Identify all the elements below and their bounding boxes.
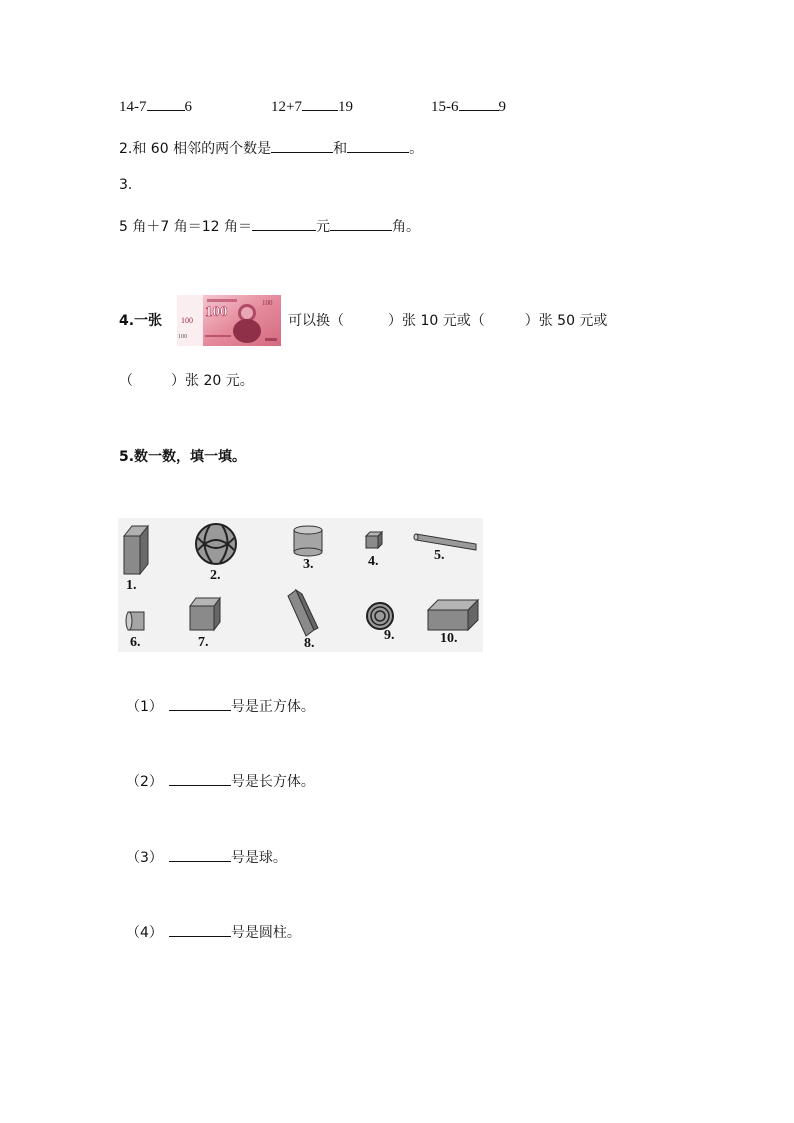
question-2 — [119, 138, 423, 158]
q1-item-3-right: 9 — [498, 99, 506, 115]
q5-item-2 — [126, 771, 315, 791]
question-3 — [119, 216, 420, 236]
shape-label-10: 10. — [440, 631, 458, 646]
q3-number: 3. — [119, 177, 133, 193]
q5-item-1 — [126, 696, 315, 716]
q4-part2: ）张 10 元或（ — [388, 313, 485, 329]
q4-part1: 可以换（ — [288, 313, 344, 329]
q5-item-3-text: 号是球。 — [230, 850, 287, 866]
q3-blank-yuan[interactable] — [252, 218, 316, 231]
shape-6-cylinder — [126, 612, 144, 630]
shape-label-7: 7. — [198, 635, 209, 650]
q4-part3: ）张 50 元或 — [524, 313, 608, 329]
q5-item-4-blank[interactable] — [169, 924, 231, 937]
q5-item-3-blank[interactable] — [169, 849, 231, 862]
q4-line2-open: （ — [119, 373, 133, 389]
shapes-figure — [118, 518, 483, 652]
shape-label-4: 4. — [368, 554, 379, 569]
svg-text:100: 100 — [178, 334, 187, 340]
q4-prefix — [119, 310, 162, 330]
shape-label-9: 9. — [384, 628, 395, 643]
shape-label-5: 5. — [434, 548, 445, 563]
q1-item-1-blank[interactable] — [147, 98, 185, 111]
shape-label-8: 8. — [304, 636, 315, 651]
q2-suffix: 。 — [409, 141, 424, 157]
shape-10-cuboid — [428, 600, 478, 630]
q1-item-2-blank[interactable] — [302, 98, 338, 111]
q5-item-4-text: 号是圆柱。 — [230, 925, 301, 941]
q5-item-4 — [126, 922, 301, 942]
q3-mid: 元 — [315, 219, 330, 235]
q1-item-2-right: 19 — [337, 99, 353, 115]
q5-item-3 — [126, 847, 287, 867]
q5-item-1-num: （1） — [126, 699, 163, 715]
q3-suffix: 角。 — [391, 219, 420, 235]
q1-item-2 — [271, 98, 353, 116]
shape-9-ball — [367, 603, 393, 629]
shape-label-1: 1. — [126, 578, 137, 593]
shape-1-cuboid — [124, 526, 148, 574]
q5-item-2-num: （2） — [126, 774, 163, 790]
q5-title: 5.数一数，填一填。 — [119, 449, 247, 465]
q4-prefix-text: 4.一张 — [119, 313, 163, 329]
q1-item-3-left: 15-6 — [431, 99, 459, 115]
q5-item-1-text: 号是正方体。 — [230, 699, 315, 715]
banknote-100-image — [175, 293, 282, 348]
q3-prefix: 5 角＋7 角＝12 角＝ — [119, 219, 252, 235]
q2-blank-2[interactable] — [347, 140, 409, 153]
shape-4-cube — [366, 532, 382, 548]
q1-item-1-right: 6 — [184, 99, 192, 115]
svg-text:100: 100 — [262, 299, 273, 307]
shape-2-ball — [196, 524, 236, 564]
shape-3-cylinder — [294, 526, 322, 556]
q1-item-3-blank[interactable] — [459, 98, 499, 111]
q1-item-1-left: 14-7 — [119, 99, 147, 115]
q5-item-2-blank[interactable] — [169, 773, 231, 786]
q5-item-3-num: （3） — [126, 850, 163, 866]
q1-item-1 — [119, 98, 192, 116]
q5-item-2-text: 号是长方体。 — [230, 774, 315, 790]
q3-blank-jiao[interactable] — [330, 218, 392, 231]
shape-label-2: 2. — [210, 568, 221, 583]
q2-mid: 和 — [333, 141, 348, 157]
q5-item-1-blank[interactable] — [169, 698, 231, 711]
q5-item-4-num: （4） — [126, 925, 163, 941]
shape-5-rod — [414, 534, 476, 550]
q4-line-2 — [119, 370, 254, 390]
shape-7-cube — [190, 598, 220, 630]
svg-text:100: 100 — [205, 304, 228, 320]
q4-line-1 — [288, 310, 607, 330]
q2-blank-1[interactable] — [271, 140, 333, 153]
q1-item-3 — [431, 98, 506, 116]
banknote-left-value: 100 — [181, 316, 193, 325]
shape-label-3: 3. — [303, 557, 314, 572]
shape-label-6: 6. — [130, 635, 141, 650]
q4-line2-rest: ）张 20 元。 — [171, 373, 254, 389]
q2-prefix: 2.和 60 相邻的两个数是 — [119, 141, 272, 157]
shape-8-cuboid — [288, 590, 318, 636]
q1-item-2-left: 12+7 — [271, 99, 302, 115]
